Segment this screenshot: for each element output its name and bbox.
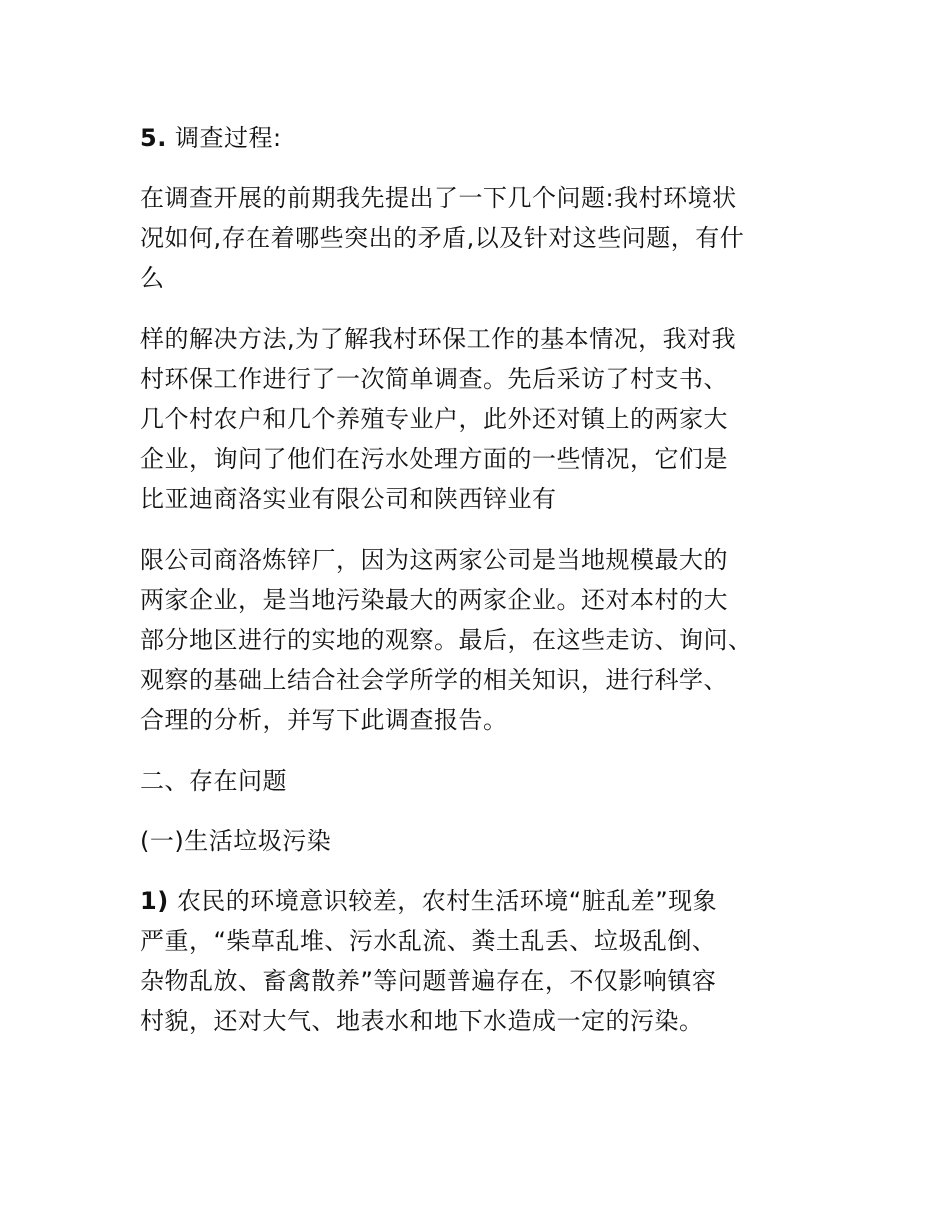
list-item-line	[140, 881, 820, 921]
paragraph-3	[140, 540, 820, 740]
paragraph-line: 几个村农户和几个养殖专业户，此外还对镇上的两家大	[140, 405, 728, 433]
paragraph-line: 么	[140, 264, 165, 292]
list-item-line: 严重，“柴草乱堆、污水乱流、粪土乱丢、垃圾乱倒、	[140, 927, 717, 955]
section-heading	[140, 118, 820, 158]
paragraph-line: 合理的分析，并写下此调查报告。	[140, 706, 508, 734]
paragraph-line: 况如何,存在着哪些突出的矛盾,以及针对这些问题，有什	[140, 224, 745, 252]
paragraph-1	[140, 178, 820, 298]
paragraph-line: 两家企业，是当地污染最大的两家企业。还对本村的大	[140, 586, 728, 614]
paragraph-line: 比亚迪商洛实业有限公司和陕西锌业有	[140, 485, 557, 513]
paragraph-line: 限公司商洛炼锌厂，因为这两家公司是当地规模最大的	[140, 546, 728, 574]
paragraph-line: 村环保工作进行了一次简单调查。先后采访了村支书、	[140, 365, 728, 393]
section-heading-2: 二、存在问题	[140, 767, 287, 795]
subsection-heading: (一)生活垃圾污染	[140, 827, 332, 855]
paragraph-line: 观察的基础上结合社会学所学的相关知识，进行科学、	[140, 666, 728, 694]
paragraph-line: 部分地区进行的实地的观察。最后，在这些走访、询问、	[140, 626, 753, 654]
list-item-number: 1)	[140, 887, 169, 915]
paragraph-2	[140, 319, 820, 519]
list-item-1	[140, 881, 820, 1041]
list-item-line: 村貌，还对大气、地表水和地下水造成一定的污染。	[140, 1007, 704, 1035]
paragraph-line: 样的解决方法,为了解我村环保工作的基本情况，我对我	[140, 325, 737, 353]
section-number: 5.	[140, 124, 167, 152]
list-item-line: 杂物乱放、畜禽散养”等问题普遍存在，不仅影响镇容	[140, 967, 717, 995]
section-title: 调查过程:	[174, 124, 282, 152]
list-item-text: 农民的环境意识较差，农村生活环境“脏乱差”现象	[176, 887, 718, 915]
paragraph-line: 在调查开展的前期我先提出了一下几个问题:我村环境状	[140, 184, 737, 212]
paragraph-line: 企业，询问了他们在污水处理方面的一些情况，它们是	[140, 445, 728, 473]
